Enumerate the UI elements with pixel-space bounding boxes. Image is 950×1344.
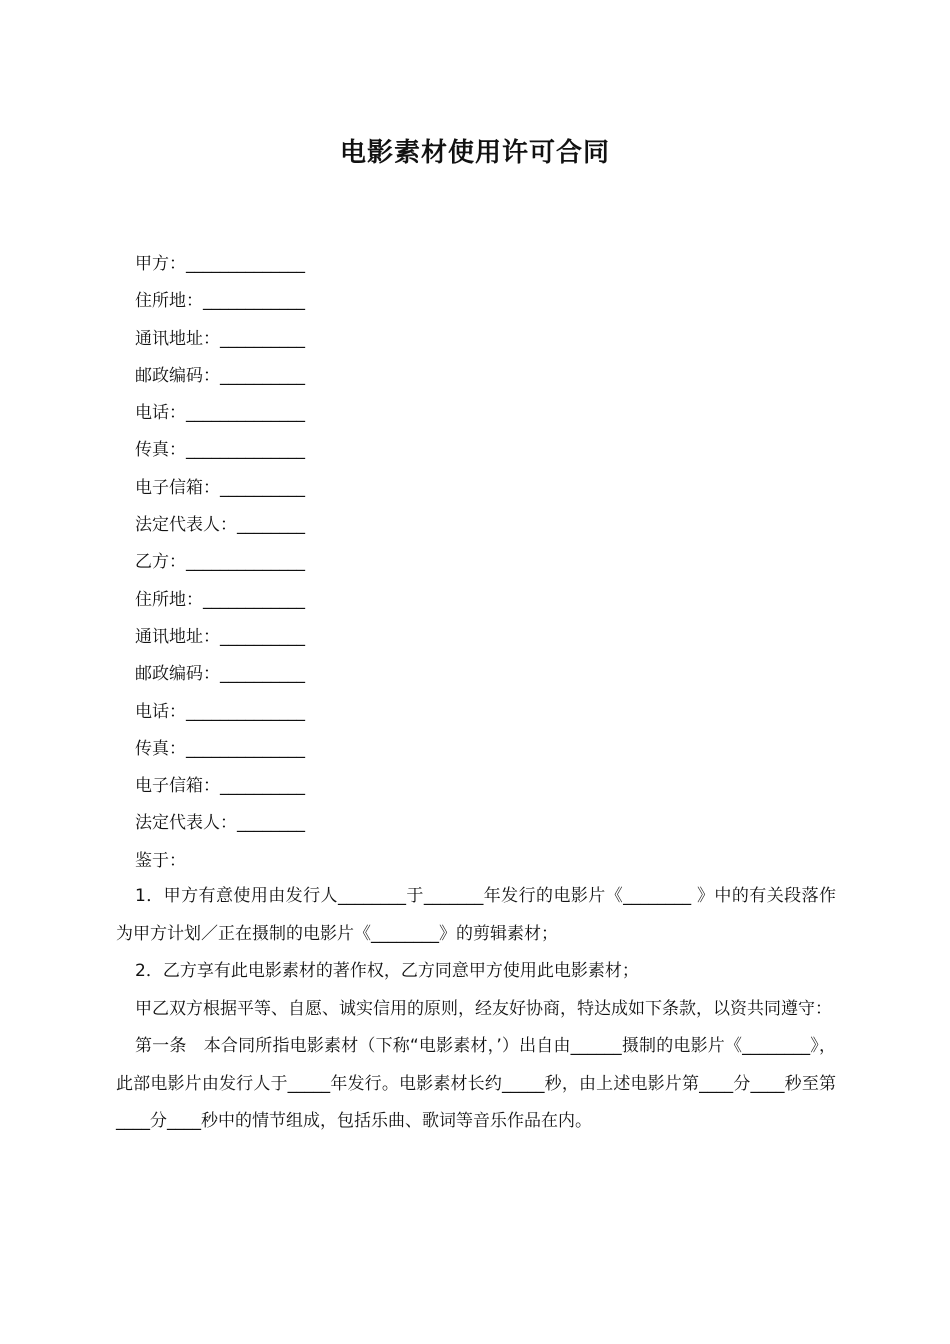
party-a-address-field: 住所地：____________	[135, 291, 305, 312]
party-info-fields	[135, 247, 535, 881]
party-b-phone-field: 电话：______________	[135, 701, 305, 722]
recital-2: 2．乙方享有此电影素材的著作权，乙方同意甲方使用此电影素材；	[135, 961, 639, 981]
party-a-fax-field: 传真：______________	[135, 440, 305, 461]
party-a-phone-field: 电话：______________	[135, 403, 305, 424]
contract-body	[116, 878, 836, 1141]
party-b-address-field: 住所地：____________	[135, 589, 305, 610]
party-b-mailing-address-field: 通讯地址：__________	[135, 626, 305, 647]
party-a-name-field: 甲方：______________	[135, 254, 305, 274]
party-a-mailing-address-field: 通讯地址：__________	[135, 328, 305, 349]
party-b-fax-field: 传真：______________	[135, 738, 305, 759]
party-b-email-field: 电子信箱：__________	[135, 776, 305, 797]
party-b-name-field: 乙方：______________	[135, 552, 305, 573]
whereas-heading: 鉴于：	[135, 850, 186, 871]
party-a-legal-rep-field: 法定代表人：________	[135, 515, 305, 536]
document-title: 电影素材使用许可合同	[339, 138, 610, 168]
party-b-postal-code-field: 邮政编码：__________	[135, 664, 305, 685]
agreement-preamble: 甲乙双方根据平等、自愿、诚实信用的原则，经友好协商，特达成如下条款，以资共同遵守：	[135, 998, 832, 1019]
party-b-legal-rep-field: 法定代表人：________	[135, 813, 305, 834]
article-1: 第一条 本合同所指电影素材（下称“电影素材，’）出自由______摄制的电影片《________》，此部电影片由发行人于_____年发行。电影素材长约_____秒，由上述电影片第____分____秒至第____分____秒中的情节组成，包括乐曲、歌词等音乐作品在内。	[116, 1036, 836, 1131]
recital-1: 1．甲方有意使用由发行人________于_______年发行的电影片《________ 》中的有关段落作为甲方计划／正在摄制的电影片《________》的剪辑素材；	[116, 886, 836, 944]
party-a-email-field: 电子信箱：__________	[135, 477, 305, 498]
party-a-postal-code-field: 邮政编码：__________	[135, 365, 305, 386]
